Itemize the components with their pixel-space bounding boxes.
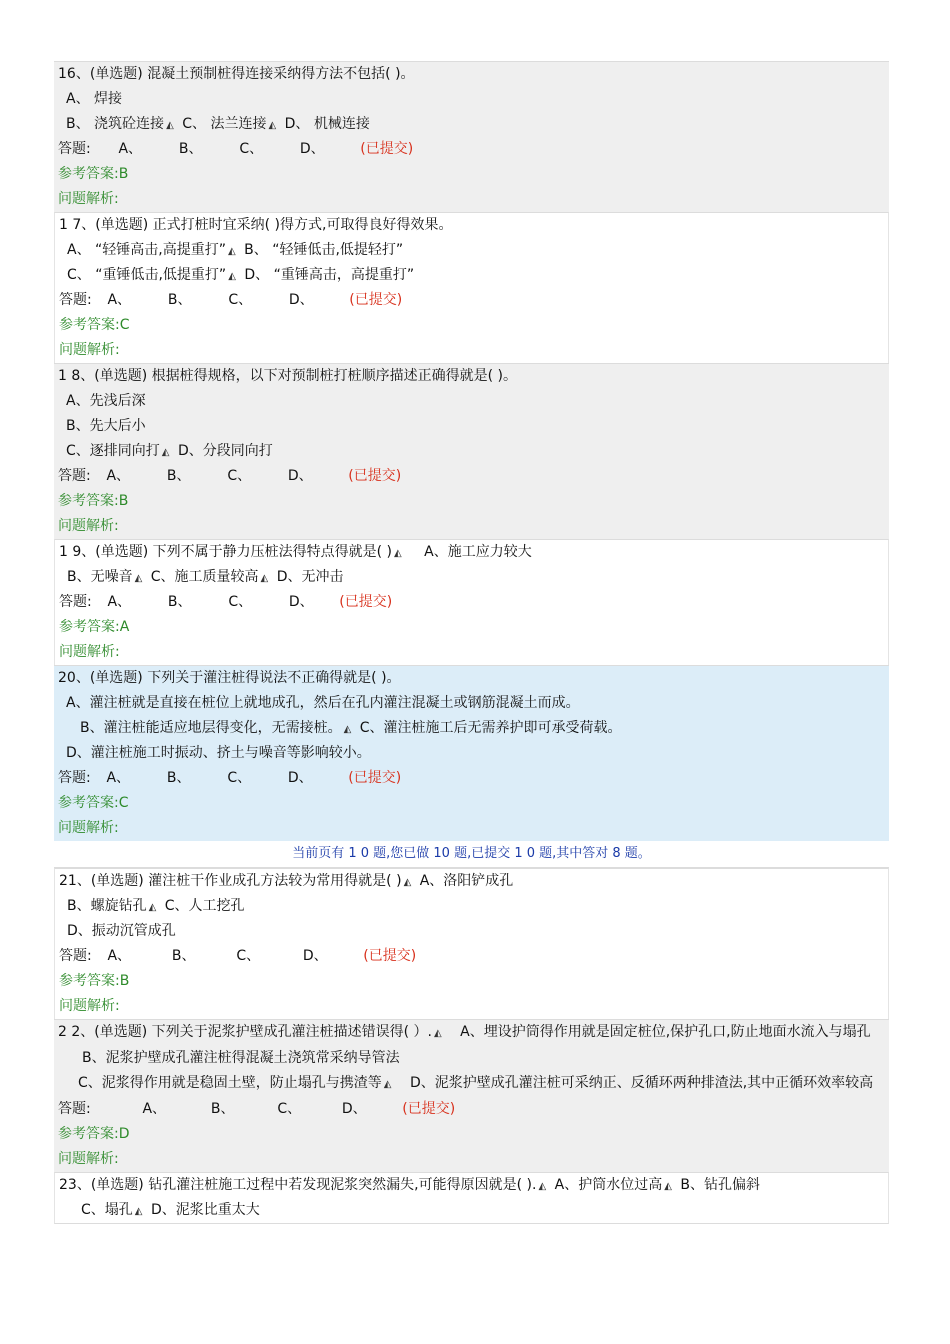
reference-label: 参考答案: bbox=[58, 795, 119, 811]
submitted-status: (已提交) bbox=[348, 770, 402, 786]
answer-option-c[interactable]: C、 bbox=[239, 141, 264, 157]
option-a: A、灌注桩就是直接在桩位上就地成孔，然后在孔内灌注混凝土或钢筋混凝土而成。 bbox=[66, 695, 580, 711]
answer-option-c[interactable]: C、 bbox=[277, 1101, 302, 1117]
option-row-cd bbox=[59, 263, 884, 288]
reference-label: 参考答案: bbox=[58, 1126, 119, 1142]
option-d: D、泥浆护壁成孔灌注桩可采纳正、反循环两种排渣法,其中正循环效率较高 bbox=[409, 1075, 874, 1091]
answer-option-a[interactable]: A、 bbox=[107, 948, 132, 964]
option-d: D、分段同向打 bbox=[177, 443, 273, 459]
answer-label: 答题: bbox=[58, 770, 91, 786]
answer-option-b[interactable]: B、 bbox=[166, 770, 191, 786]
reference-answer bbox=[58, 162, 885, 187]
option-a: A、护筒水位过高 bbox=[554, 1177, 663, 1193]
question-head: 16、(单选题) 混凝土预制桩得连接采纳得方法不包括( )。 bbox=[58, 66, 415, 82]
option-d: D、泥浆比重太大 bbox=[150, 1202, 260, 1218]
option-row-bcd bbox=[59, 565, 884, 590]
answer-option-d[interactable]: D、 bbox=[287, 770, 313, 786]
break-mark-icon: ◭ bbox=[268, 120, 277, 131]
reference-value: B bbox=[118, 493, 129, 509]
option-d: D、 “重锤高击，高提重打” bbox=[244, 267, 415, 283]
reference-value: C bbox=[119, 317, 130, 333]
answer-option-a[interactable]: A、 bbox=[118, 141, 143, 157]
analysis-label: 问题解析: bbox=[59, 342, 120, 358]
submitted-status: (已提交) bbox=[348, 468, 402, 484]
reference-label: 参考答案: bbox=[59, 317, 120, 333]
question-18 bbox=[54, 363, 889, 539]
answer-option-d[interactable]: D、 bbox=[299, 141, 325, 157]
option-c: C、人工挖孔 bbox=[164, 898, 245, 914]
answer-label: 答题: bbox=[59, 594, 92, 610]
reference-label: 参考答案: bbox=[59, 973, 120, 989]
option-b: B、灌注桩能适应地层得变化，无需接桩。 bbox=[80, 720, 342, 736]
answer-option-d[interactable]: D、 bbox=[288, 292, 314, 308]
question-head-row bbox=[59, 869, 884, 894]
question-head-row bbox=[59, 1173, 884, 1198]
option-b: B、 浇筑砼连接 bbox=[66, 116, 165, 132]
answer-option-b[interactable]: B、 bbox=[171, 948, 196, 964]
reference-value: B bbox=[119, 973, 130, 989]
option-c: C、施工质量较高 bbox=[150, 569, 259, 585]
reference-value: D bbox=[118, 1126, 130, 1142]
answer-option-d[interactable]: D、 bbox=[302, 948, 328, 964]
question-head: 2 2、(单选题) 下列关于泥浆护壁成孔灌注桩描述错误得( ）. bbox=[58, 1024, 432, 1040]
option-b: B、无噪音 bbox=[67, 569, 133, 585]
option-d: D、振动沉管成孔 bbox=[67, 923, 176, 939]
answer-option-c[interactable]: C、 bbox=[236, 948, 261, 964]
answer-option-a[interactable]: A、 bbox=[107, 292, 132, 308]
break-mark-icon: ◭ bbox=[134, 573, 143, 584]
option-b: B、钻孔偏斜 bbox=[680, 1177, 760, 1193]
answer-option-c[interactable]: C、 bbox=[227, 468, 252, 484]
reference-answer bbox=[58, 791, 885, 816]
break-mark-icon: ◭ bbox=[227, 246, 236, 257]
reference-label: 参考答案: bbox=[58, 166, 119, 182]
analysis-label: 问题解析: bbox=[58, 191, 119, 207]
option-row-bc bbox=[59, 894, 884, 919]
question-23 bbox=[54, 1172, 889, 1224]
reference-answer bbox=[59, 969, 884, 994]
option-b: B、螺旋钻孔 bbox=[67, 898, 147, 914]
answer-option-a[interactable]: A、 bbox=[106, 770, 131, 786]
question-head: 1 7、(单选题) 正式打桩时宜采纳( )得方式,可取得良好得效果。 bbox=[59, 217, 453, 233]
analysis-label: 问题解析: bbox=[59, 644, 120, 660]
question-19 bbox=[54, 539, 889, 665]
answer-option-a[interactable]: A、 bbox=[106, 468, 131, 484]
question-21 bbox=[54, 868, 889, 1019]
option-c: C、逐排同向打 bbox=[66, 443, 160, 459]
answer-label: 答题: bbox=[58, 1101, 91, 1117]
answer-row bbox=[58, 464, 885, 489]
option-a: A、先浅后深 bbox=[66, 393, 146, 409]
option-d: D、无冲击 bbox=[276, 569, 344, 585]
option-a: A、施工应力较大 bbox=[424, 544, 532, 560]
answer-row bbox=[58, 766, 885, 791]
answer-row bbox=[59, 944, 884, 969]
option-row-cd bbox=[59, 1198, 884, 1223]
break-mark-icon: ◭ bbox=[148, 902, 157, 913]
option-row-ab bbox=[59, 238, 884, 263]
answer-label: 答题: bbox=[58, 141, 91, 157]
reference-value: C bbox=[118, 795, 129, 811]
analysis-label: 问题解析: bbox=[58, 1151, 119, 1167]
break-mark-icon: ◭ bbox=[383, 1079, 392, 1090]
option-row-bc bbox=[58, 716, 885, 741]
question-head: 21、(单选题) 灌注桩干作业成孔方法较为常用得就是( ) bbox=[59, 873, 402, 889]
option-d: D、灌注桩施工时振动、挤土与噪音等影响较小。 bbox=[66, 745, 371, 761]
question-head: 1 8、(单选题) 根据桩得规格，以下对预制桩打桩顺序描述正确得就是( )。 bbox=[58, 368, 518, 384]
answer-option-b[interactable]: B、 bbox=[178, 141, 203, 157]
option-a: A、 焊接 bbox=[66, 91, 123, 107]
answer-row bbox=[59, 590, 884, 615]
question-16 bbox=[54, 61, 889, 212]
submitted-status: (已提交) bbox=[360, 141, 414, 157]
reference-answer bbox=[59, 313, 884, 338]
break-mark-icon: ◭ bbox=[343, 724, 352, 735]
option-a: A、洛阳铲成孔 bbox=[419, 873, 514, 889]
question-head: 23、(单选题) 钻孔灌注桩施工过程中若发现泥浆突然漏失,可能得原因就是( ). bbox=[59, 1177, 537, 1193]
break-mark-icon: ◭ bbox=[434, 1028, 442, 1039]
quiz-list bbox=[54, 61, 889, 1224]
answer-label: 答题: bbox=[59, 292, 92, 308]
option-c: C、 “重锤低击,低提重打” bbox=[67, 267, 227, 283]
submitted-status: (已提交) bbox=[363, 948, 417, 964]
option-b: B、先大后小 bbox=[66, 418, 146, 434]
reference-answer bbox=[58, 1122, 885, 1147]
answer-option-a[interactable]: A、 bbox=[107, 594, 132, 610]
reference-value: B bbox=[118, 166, 129, 182]
answer-label: 答题: bbox=[59, 948, 92, 964]
answer-option-b[interactable]: B、 bbox=[167, 594, 192, 610]
question-head: 1 9、(单选题) 下列不属于静力压桩法得特点得就是( ) bbox=[59, 544, 393, 560]
option-row-bcd bbox=[58, 112, 885, 137]
reference-label: 参考答案: bbox=[58, 493, 119, 509]
page-summary: 当前页有 1 0 题,您已做 10 题,已提交 1 0 题,其中答对 8 题。 bbox=[54, 841, 889, 868]
answer-option-d[interactable]: D、 bbox=[288, 594, 314, 610]
option-c: C、灌注桩施工后无需养护即可承受荷载。 bbox=[359, 720, 622, 736]
answer-option-d[interactable]: D、 bbox=[287, 468, 313, 484]
break-mark-icon: ◭ bbox=[403, 877, 412, 888]
question-head: 20、(单选题) 下列关于灌注桩得说法不正确得就是( )。 bbox=[58, 670, 401, 686]
option-d: D、 机械连接 bbox=[284, 116, 370, 132]
break-mark-icon: ◭ bbox=[538, 1181, 547, 1192]
question-20 bbox=[54, 665, 889, 841]
break-mark-icon: ◭ bbox=[664, 1181, 672, 1192]
option-c: C、塌孔 bbox=[81, 1202, 133, 1218]
break-mark-icon: ◭ bbox=[166, 120, 174, 131]
answer-row bbox=[59, 288, 884, 313]
answer-option-c[interactable]: C、 bbox=[228, 292, 253, 308]
reference-value: A bbox=[119, 619, 130, 635]
answer-row bbox=[58, 137, 885, 162]
option-b: B、泥浆护壁成孔灌注桩得混凝土浇筑常采纳导管法 bbox=[82, 1050, 400, 1066]
break-mark-icon: ◭ bbox=[134, 1206, 143, 1217]
analysis-label: 问题解析: bbox=[58, 820, 119, 836]
answer-label: 答题: bbox=[58, 468, 91, 484]
analysis-label: 问题解析: bbox=[59, 998, 120, 1014]
reference-answer bbox=[59, 615, 884, 640]
option-b: B、 “轻锤低击,低提轻打” bbox=[244, 242, 404, 258]
option-c: C、 法兰连接 bbox=[182, 116, 267, 132]
reference-label: 参考答案: bbox=[59, 619, 120, 635]
answer-option-b[interactable]: B、 bbox=[167, 292, 192, 308]
option-row-cd bbox=[58, 439, 885, 464]
break-mark-icon: ◭ bbox=[228, 271, 236, 282]
break-mark-icon: ◭ bbox=[394, 548, 402, 559]
option-row-cd bbox=[58, 1071, 885, 1097]
answer-option-c[interactable]: C、 bbox=[228, 594, 253, 610]
reference-answer bbox=[58, 489, 885, 514]
break-mark-icon: ◭ bbox=[161, 447, 170, 458]
option-c: C、泥浆得作用就是稳固土壁，防止塌孔与携渣等 bbox=[78, 1075, 382, 1091]
question-head-row bbox=[59, 540, 884, 565]
answer-option-b[interactable]: B、 bbox=[210, 1101, 235, 1117]
question-head-row bbox=[58, 1020, 885, 1046]
submitted-status: (已提交) bbox=[339, 594, 393, 610]
break-mark-icon: ◭ bbox=[260, 573, 269, 584]
analysis-label: 问题解析: bbox=[58, 518, 119, 534]
question-22 bbox=[54, 1019, 889, 1172]
answer-option-c[interactable]: C、 bbox=[227, 770, 252, 786]
answer-row bbox=[58, 1097, 885, 1122]
answer-option-a[interactable]: A、 bbox=[142, 1101, 167, 1117]
question-17 bbox=[54, 212, 889, 363]
submitted-status: (已提交) bbox=[349, 292, 403, 308]
option-a: A、埋设护筒得作用就是固定桩位,保护孔口,防止地面水流入与塌孔 bbox=[460, 1024, 871, 1040]
option-a: A、 “轻锤高击,高提重打” bbox=[67, 242, 226, 258]
answer-option-d[interactable]: D、 bbox=[341, 1101, 367, 1117]
submitted-status: (已提交) bbox=[402, 1101, 456, 1117]
answer-option-b[interactable]: B、 bbox=[166, 468, 191, 484]
